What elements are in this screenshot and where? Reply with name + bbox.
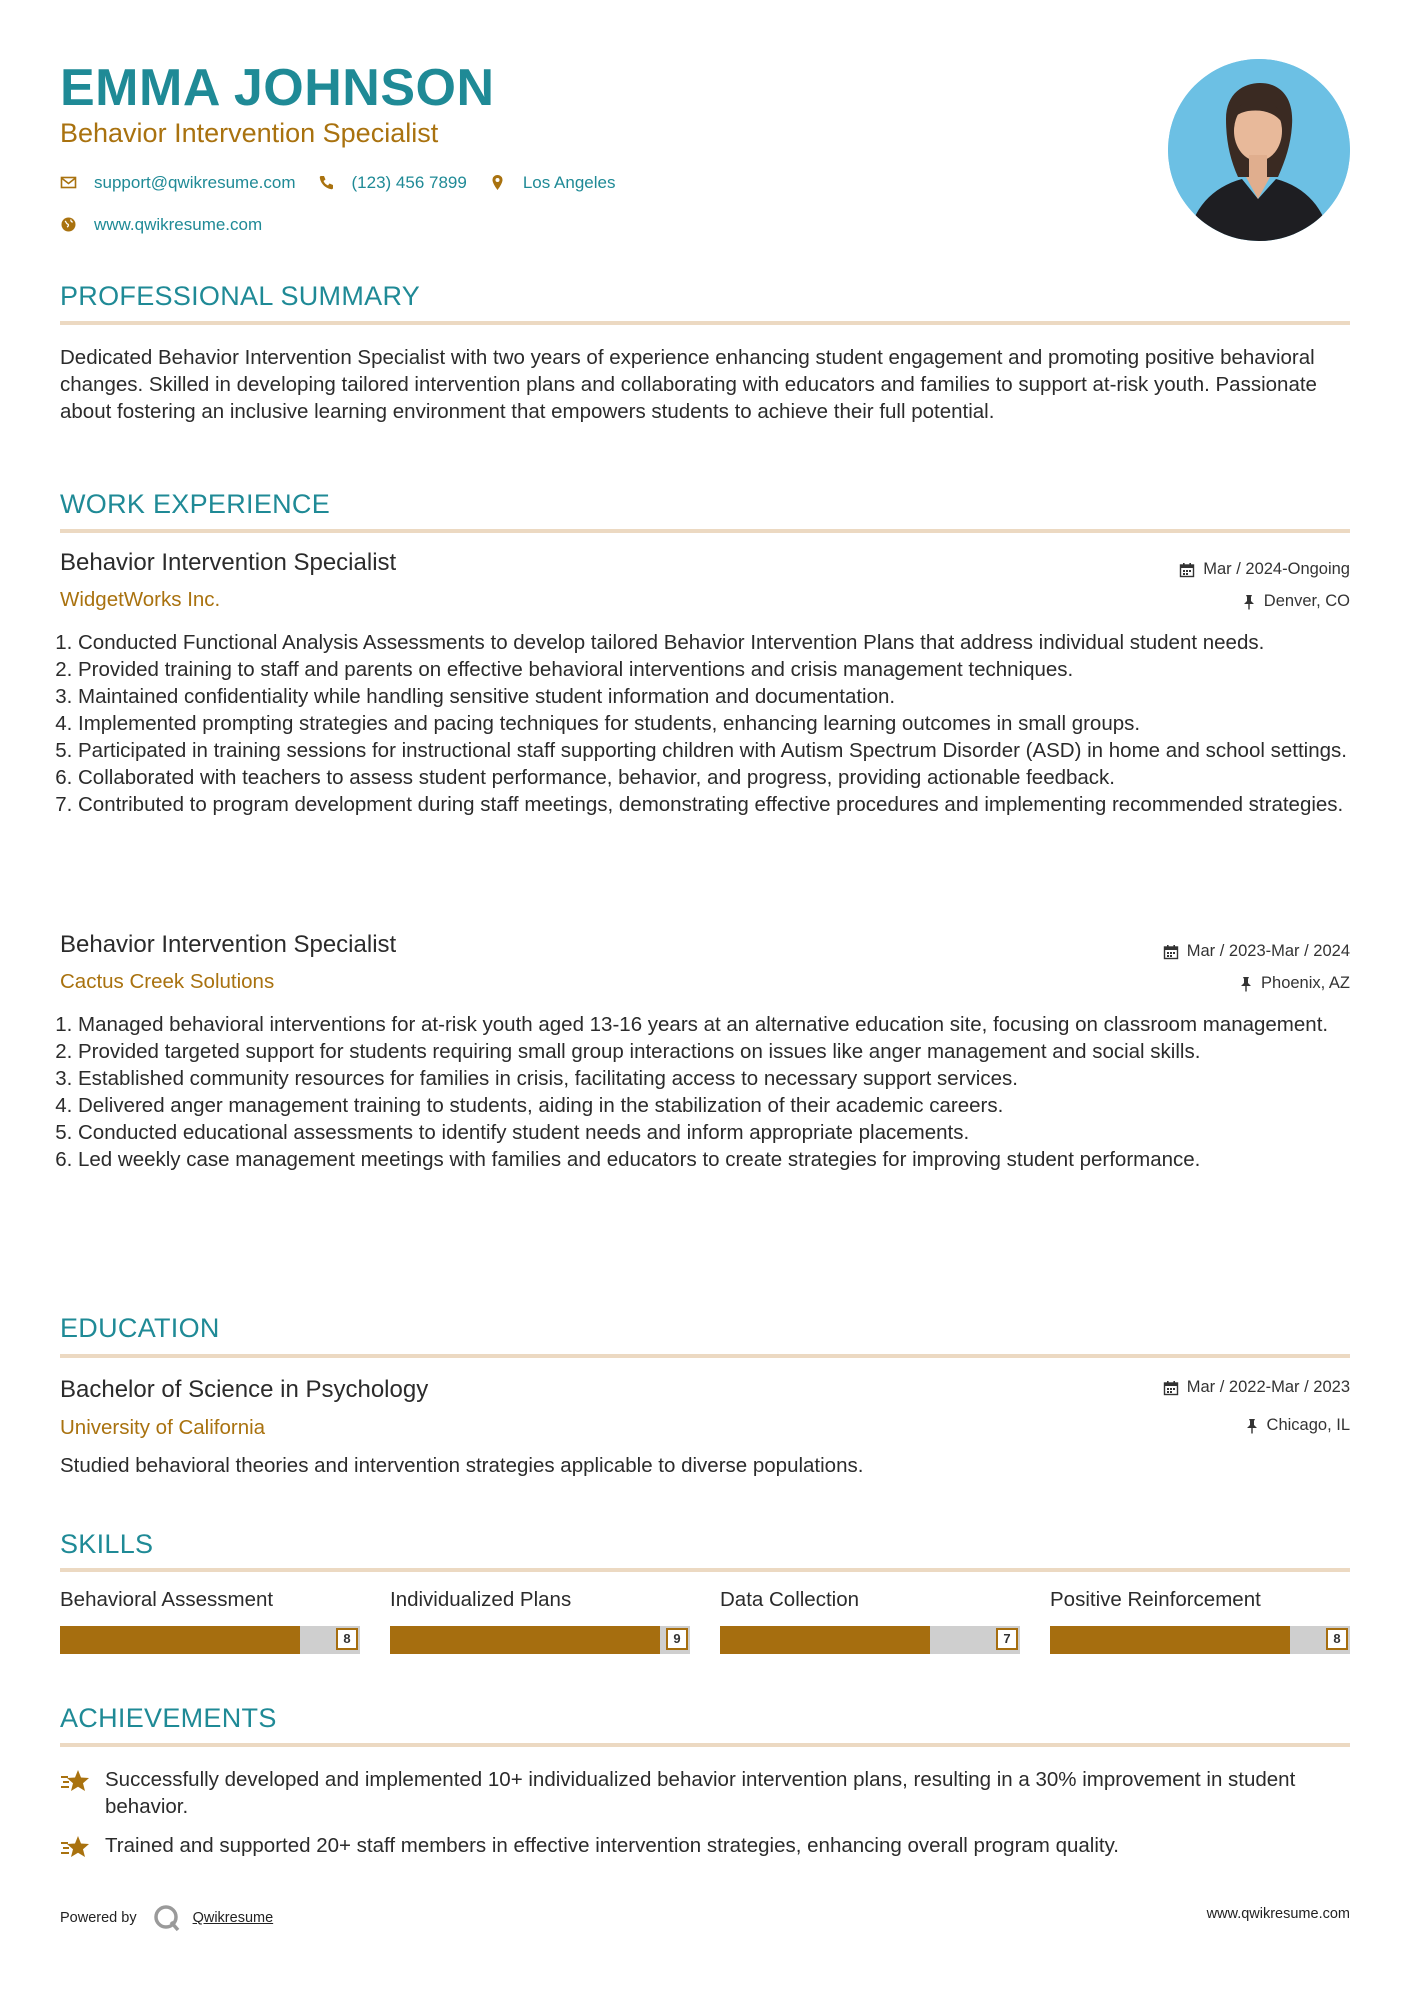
- education-date-text: Mar / 2022-Mar / 2023: [1186, 1378, 1350, 1396]
- skill-label: Individualized Plans: [390, 1588, 572, 1611]
- star-icon: [60, 1832, 105, 1867]
- achievements-heading: ACHIEVEMENTS: [60, 1703, 277, 1733]
- school-name: University of California: [60, 1416, 266, 1439]
- list-item: 6. Led weekly case management meetings with families and educators to create strategies for improving student performance.: [78, 1146, 1368, 1173]
- education-heading: EDUCATION: [60, 1313, 220, 1343]
- list-item: 2. Provided training to staff and parents on effective behavioral interventions and crisis management techniques.: [78, 656, 1368, 683]
- list-item: 1. Conducted Functional Analysis Assessments to develop tailored Behavior Intervention Plans that address individual student needs.: [78, 629, 1368, 656]
- achievement-text: Trained and supported 20+ staff members in effective intervention strategies, enhancing overall program quality.: [105, 1834, 1119, 1857]
- list-item: 4. Delivered anger management training to students, aiding in the stabilization of their academic careers.: [78, 1092, 1368, 1119]
- star-icon: [60, 1766, 105, 1820]
- globe-icon: [60, 216, 78, 234]
- list-item: 1. Managed behavioral interventions for at-risk youth aged 13-16 years at an alternative education site, focusing on classroom management.: [78, 1011, 1368, 1038]
- job-1-location-text: Denver, CO: [1263, 592, 1350, 610]
- job-headline: Behavior Intervention Specialist: [60, 118, 439, 148]
- pushpin-icon: [1245, 1418, 1259, 1434]
- skill-bar: [60, 1626, 360, 1654]
- skills-list: [60, 1588, 1350, 1654]
- summary-text: Dedicated Behavior Intervention Specialist with two years of experience enhancing student engagement and promoting positive behavioral changes. Skilled in developing tailored intervention plans and collaborating with educators and families to support at-risk youth. Passionate about fostering an inclusive learning environment that empowers students to achieve their full potential.: [60, 346, 1317, 423]
- qwikresume-logo-icon: [153, 1904, 181, 1932]
- education-description: Studied behavioral theories and intervention strategies applicable to diverse populations.: [60, 1454, 864, 1477]
- job-1-date-text: Mar / 2024-Ongoing: [1203, 560, 1350, 578]
- degree-title: Bachelor of Science in Psychology: [60, 1376, 429, 1403]
- skill-score: 7: [996, 1628, 1018, 1650]
- achievement-item: [60, 1766, 1350, 1820]
- education-location-text: Chicago, IL: [1266, 1416, 1350, 1434]
- skill-fill: [1050, 1626, 1290, 1654]
- powered-by-label: Powered by: [60, 1910, 137, 1926]
- skill-bar: [1050, 1626, 1350, 1654]
- skill-score: 8: [336, 1628, 358, 1650]
- job-2-title: Behavior Intervention Specialist: [60, 931, 397, 958]
- calendar-icon: [1163, 944, 1179, 960]
- job-1-dates: [1179, 560, 1350, 579]
- calendar-icon: [1179, 562, 1195, 578]
- skill-label: Positive Reinforcement: [1050, 1588, 1261, 1611]
- skill-score: 9: [666, 1628, 688, 1650]
- contact-row-secondary: [60, 215, 284, 235]
- section-divider: [60, 1743, 1350, 1747]
- job-1-location: [1242, 592, 1350, 611]
- list-item: 3. Maintained confidentiality while handling sensitive student information and documentation.: [78, 683, 1368, 710]
- job-2-location: [1239, 974, 1350, 993]
- pushpin-icon: [1242, 594, 1256, 610]
- footer-powered-by: [60, 1904, 273, 1932]
- phone-number[interactable]: (123) 456 7899: [351, 173, 467, 192]
- section-divider: [60, 529, 1350, 533]
- list-item: 3. Established community resources for families in crisis, facilitating access to necessary support services.: [78, 1065, 1368, 1092]
- job-1-title: Behavior Intervention Specialist: [60, 549, 397, 576]
- section-divider: [60, 321, 1350, 325]
- skill-fill: [60, 1626, 300, 1654]
- skill-bar: [720, 1626, 1020, 1654]
- brand-link[interactable]: Qwikresume: [192, 1910, 274, 1926]
- envelope-icon: [60, 174, 78, 192]
- candidate-name: EMMA JOHNSON: [60, 59, 495, 117]
- list-item: 7. Contributed to program development during staff meetings, demonstrating effective procedures and implementing recommended strategies.: [78, 791, 1368, 818]
- achievement-text: Successfully developed and implemented 10+ individualized behavior intervention plans, resulting in a 30% improvement in student behavior.: [105, 1768, 1296, 1818]
- section-divider: [60, 1568, 1350, 1572]
- location-text: Los Angeles: [522, 173, 616, 192]
- skill-item: [60, 1588, 360, 1654]
- job-2-bullets: [60, 1011, 1368, 1173]
- job-2-location-text: Phoenix, AZ: [1261, 974, 1350, 992]
- skills-heading: SKILLS: [60, 1529, 154, 1559]
- skill-item: [1050, 1588, 1350, 1654]
- calendar-icon: [1163, 1380, 1179, 1396]
- achievement-item: [60, 1832, 1350, 1867]
- pushpin-icon: [1239, 976, 1253, 992]
- skill-score: 8: [1326, 1628, 1348, 1650]
- list-item: 6. Collaborated with teachers to assess student performance, behavior, and progress, providing actionable feedback.: [78, 764, 1368, 791]
- job-1-bullets: [60, 629, 1368, 818]
- job-2-dates: [1163, 942, 1350, 961]
- skill-fill: [390, 1626, 660, 1654]
- list-item: 5. Conducted educational assessments to identify student needs and inform appropriate placements.: [78, 1119, 1368, 1146]
- job-2-company: Cactus Creek Solutions: [60, 970, 275, 993]
- skill-bar: [390, 1626, 690, 1654]
- experience-heading: WORK EXPERIENCE: [60, 489, 331, 519]
- list-item: 5. Participated in training sessions for instructional staff supporting children with Autism Spectrum Disorder (ASD) in home and school settings.: [78, 737, 1368, 764]
- job-1-company: WidgetWorks Inc.: [60, 588, 221, 611]
- job-2-date-text: Mar / 2023-Mar / 2024: [1186, 942, 1350, 960]
- list-item: 4. Implemented prompting strategies and pacing techniques for students, enhancing learning outcomes in small groups.: [78, 710, 1368, 737]
- email-link[interactable]: support@qwikresume.com: [94, 173, 296, 192]
- map-pin-icon: [489, 174, 507, 192]
- section-divider: [60, 1354, 1350, 1358]
- summary-heading: PROFESSIONAL SUMMARY: [60, 281, 421, 311]
- skill-item: [720, 1588, 1020, 1654]
- education-dates: [1163, 1378, 1350, 1397]
- education-location: [1245, 1416, 1350, 1435]
- website-link[interactable]: www.qwikresume.com: [94, 215, 263, 234]
- skill-label: Data Collection: [720, 1588, 860, 1611]
- skill-fill: [720, 1626, 930, 1654]
- profile-photo: [1168, 59, 1350, 241]
- footer-site-link[interactable]: www.qwikresume.com: [1206, 1906, 1350, 1922]
- list-item: 2. Provided targeted support for students requiring small group interactions on issues like anger management and social skills.: [78, 1038, 1368, 1065]
- contact-row-primary: [60, 173, 637, 193]
- phone-icon: [318, 174, 336, 192]
- skill-label: Behavioral Assessment: [60, 1588, 274, 1611]
- skill-item: [390, 1588, 690, 1654]
